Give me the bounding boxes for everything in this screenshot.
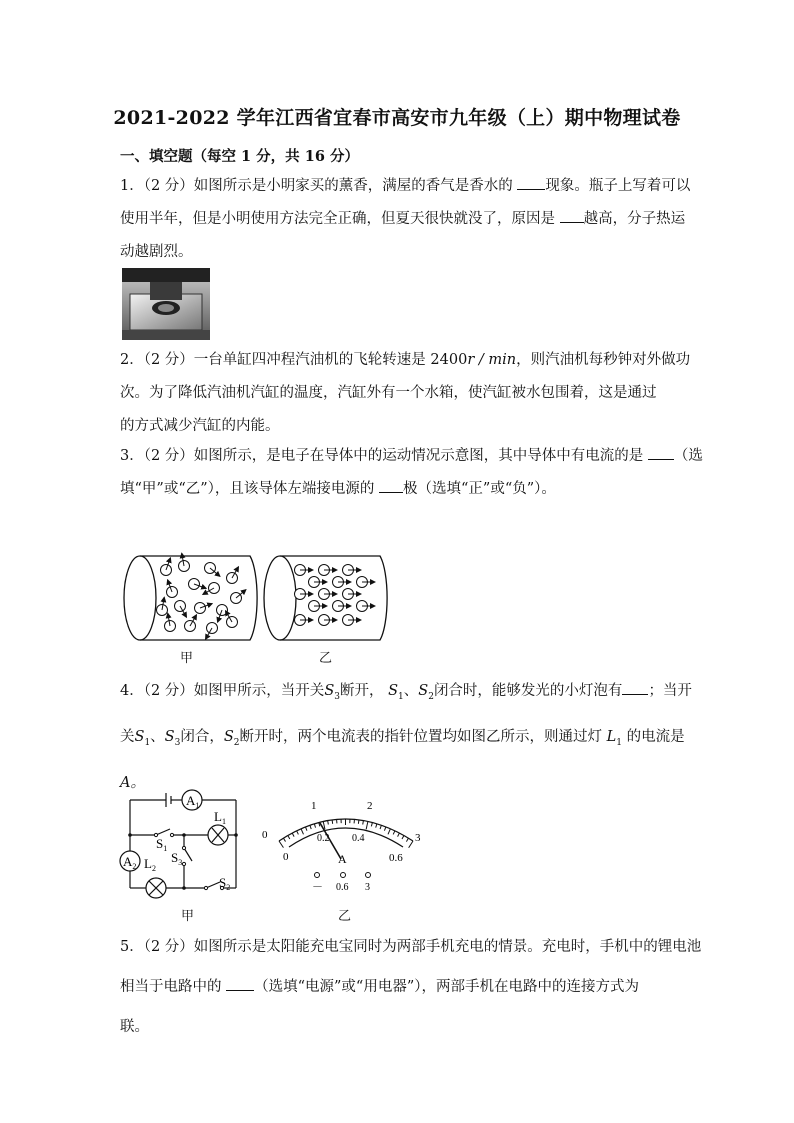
q2-text: ，则汽油机每秒钟对外做功	[516, 352, 691, 368]
q4-text: 、	[150, 728, 165, 745]
scale-label: 0.2	[317, 833, 330, 844]
dial-tick	[388, 829, 390, 835]
answer-blank	[560, 210, 584, 223]
answer-blank	[226, 978, 254, 991]
subscript: 3	[174, 737, 181, 748]
answer-blank	[648, 447, 674, 460]
subscript: 1	[398, 691, 404, 702]
q1-text: 动越剧烈。	[120, 244, 193, 260]
s-symbol: S	[324, 683, 335, 699]
q1-text: 使用半年，但是小明使用方法完全正确，但夏天很快就没了，原因是	[120, 211, 560, 227]
q3-text: 3．（2 分）如图所示，是电子在导体中的运动情况示意图，其中导体中有电流的是	[120, 448, 648, 464]
figure-label-jia: 甲	[180, 651, 194, 666]
subscript: 1	[144, 737, 151, 748]
question-3	[120, 440, 703, 506]
s-symbol: S	[134, 728, 145, 745]
s-symbol: S	[418, 683, 429, 699]
rpm-unit: r / min	[467, 352, 517, 368]
lamp-l1-label: $L_1$	[214, 809, 226, 826]
s-symbol: S	[388, 683, 399, 699]
figure-label-yi: 乙	[319, 651, 333, 666]
scale-label: 2	[367, 800, 373, 812]
ammeter-dial	[255, 795, 435, 895]
answer-blank	[517, 177, 545, 190]
scale-label: 0.4	[352, 833, 365, 844]
subscript: 2	[428, 691, 434, 702]
dial-tick	[409, 841, 413, 848]
conductor-figure	[118, 548, 403, 648]
q1-text: 1．（2 分）如图所示是小明家买的薰香，满屋的香气是香水的	[120, 178, 518, 194]
switch-s1-label: $S_1$	[156, 836, 168, 853]
scale-label: 3	[415, 832, 421, 844]
q4-text: 闭合，	[180, 728, 224, 745]
circuit-diagram	[118, 788, 248, 908]
switch-s3-label: $S_3$	[171, 850, 183, 867]
dial-tick	[279, 841, 283, 848]
q1-text: 越高，分子热运	[583, 211, 686, 227]
q4-text: 关	[120, 728, 135, 745]
q2-text: 次。为了降低汽油机汽缸的温度，汽缸外有一个水箱，使汽缸被水包围着，这是通过	[120, 385, 657, 401]
scale-label: 1	[311, 800, 317, 812]
q4-text: 的电流是	[626, 728, 685, 745]
question-4	[120, 671, 692, 803]
q3-text: （选	[673, 448, 703, 464]
question-2	[120, 344, 691, 443]
q4-text: 闭合时，能够发光的小灯泡有	[433, 683, 623, 699]
dial-tick	[301, 829, 303, 834]
answer-blank	[622, 682, 648, 695]
terminal-label: －	[312, 881, 323, 893]
directed-electrons	[295, 565, 376, 626]
subscript: 3	[334, 691, 340, 702]
subscript: 2	[233, 737, 240, 748]
q5-text: 相当于电路中的	[120, 979, 227, 995]
s-symbol: S	[164, 728, 175, 745]
scale-label: 0	[262, 829, 268, 841]
q5-text: 5．（2 分）如图所示是太阳能充电宝同时为两部手机充电的情景。充电时，手机中的锂电池	[120, 939, 702, 955]
switch-s2-label: $S_2$	[219, 875, 231, 892]
page-title: 2021-2022 学年江西省宜春市高安市九年级（上）期中物理试卷	[113, 107, 681, 129]
q4-text: 、	[403, 683, 419, 699]
figure-label-jia: 甲	[181, 909, 195, 924]
q4-text: 断开，	[339, 683, 384, 699]
q4-text: 4．（2 分）如图甲所示，当开关	[120, 683, 325, 699]
ammeter-a2-label: $A_2$	[123, 854, 137, 871]
q5-text: （选填“电源”或“用电器”），两部手机在电路中的连接方式为	[254, 979, 640, 995]
answer-blank	[379, 480, 403, 493]
q4-text: A。	[120, 774, 145, 791]
figure-label-yi: 乙	[338, 909, 352, 924]
subscript: 1	[616, 737, 622, 748]
terminal-label: 0.6	[336, 882, 349, 893]
dial-unit: A	[338, 852, 347, 866]
l-symbol: L	[606, 728, 617, 745]
lamp-l2-label: $L_2$	[144, 856, 156, 873]
terminal-label: 3	[365, 882, 370, 893]
ammeter-a1-label: $A_1$	[186, 793, 200, 810]
q1-text: 现象。瓶子上写着可以	[545, 178, 691, 194]
perfume-photo	[122, 268, 210, 340]
scale-label: 0.6	[389, 852, 403, 864]
q5-text: 联。	[120, 1019, 149, 1035]
scale-label: 0	[283, 851, 289, 863]
s-symbol: S	[223, 728, 234, 745]
q4-text: 断开时，两个电流表的指针位置均如图乙所示，则通过灯	[239, 728, 603, 745]
question-5	[120, 927, 702, 1047]
q2-text: 的方式减少汽缸的内能。	[120, 418, 280, 434]
section-heading: 一、填空题（每空 1 分，共 16 分）	[120, 148, 359, 165]
q4-text: ；当开	[648, 683, 692, 699]
q3-text: 填“甲”或“乙”），且该导体左端接电源的	[120, 481, 380, 497]
question-1	[120, 170, 691, 269]
random-electrons	[157, 553, 246, 639]
dial-tick	[366, 821, 368, 829]
q3-text: 极（选填“正”或“负”）。	[403, 481, 556, 497]
q2-text: 2．（2 分）一台单缸四冲程汽油机的飞轮转速是 2400	[120, 352, 468, 368]
